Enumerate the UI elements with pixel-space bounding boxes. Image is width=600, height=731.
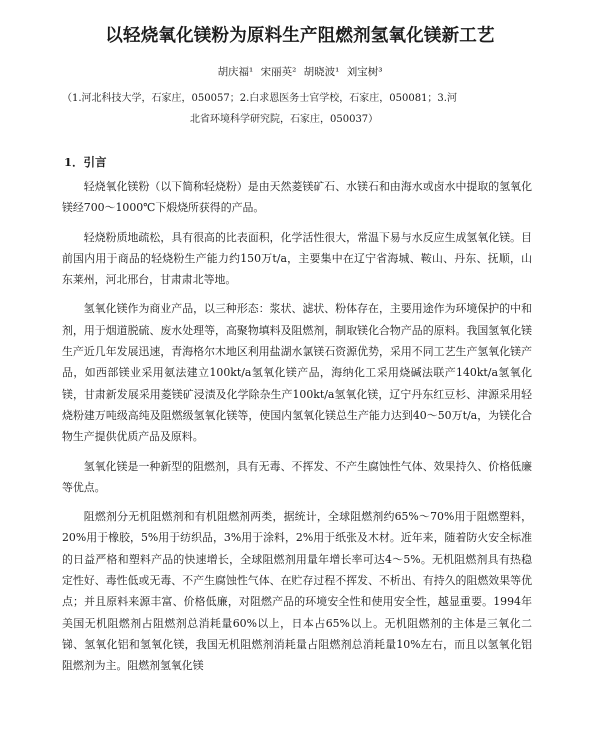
affiliation-line-1: （1.河北科技大学，石家庄，050057；2.白求恩医务士官学校，石家庄，050081；3.河 (62, 93, 457, 104)
paragraph: 阻燃剂分无机阻燃剂和有机阻燃剂两类，据统计，全球阻燃剂约65%～70%用于阻燃塑料，20%用于橡胶，5%用于纺织品，3%用于涂料，2%用于纸张及木材。近年来，随着防火安全标准的日益严格和塑料产品的快速增长，全球阻燃剂用量年增长率可达4～5%。无机阻燃剂具有热稳定性好、毒性低或无毒、不产生腐蚀性气体、在贮存过程不挥发、不析出、有持久的阻燃效果等优点；并且原料来源丰富、价格低廉，对阻燃产品的环境安全性和使用安全性，越显重要。1994年美国无机阻燃剂占阻燃剂总消耗量60%以上，日本占65%以上。无机阻燃剂的主体是三氧化二锑、氢氧化铝和氢氧化镁，我国无机阻燃剂消耗量占阻燃剂总消耗量10%左右，而且以氢氧化铝阻燃剂为主。阻燃剂氢氧化镁 (62, 510, 532, 673)
body-text (62, 176, 532, 685)
paragraph: 氢氧化镁是一种新型的阻燃剂，具有无毒、不挥发、不产生腐蚀性气体、效果持久、价格低廉等优点。 (62, 459, 532, 494)
affiliations (62, 88, 562, 130)
paragraph: 轻烧粉质地疏松，具有很高的比表面积，化学活性很大，常温下易与水反应生成氢氧化镁。目前国内用于商品的轻烧粉生产能力约150万t/a，主要集中在辽宁省海城、鞍山、丹东、抚顺，山东莱州，河北邢台，甘肃肃北等地。 (62, 230, 532, 287)
paragraph: 轻烧氧化镁粉（以下简称轻烧粉）是由天然菱镁矿石、水镁石和由海水或卤水中提取的氢氧化镁经700～1000℃下煅烧所获得的产品。 (62, 180, 532, 215)
paper-title: 以轻烧氧化镁粉为原料生产阻燃剂氢氧化镁新工艺 (105, 26, 495, 46)
author-list: 胡庆福¹ 宋丽英² 胡晓波¹ 刘宝树³ (217, 66, 383, 78)
paragraph: 氢氧化镁作为商业产品，以三种形态：浆状、滤状、粉体存在，主要用途作为环境保护的中和剂，用于烟道脱硫、废水处理等，高聚物填料及阻燃剂，制取镁化合物产品的原料。我国氢氧化镁生产近几年发展迅速，青海格尔木地区利用盐湖水氯镁石资源优势，采用不同工艺生产氢氧化镁产品，如西部镁业采用氨法建立100kt/a氢氧化镁产品，海纳化工采用烧碱法联产140kt/a氢氧化镁，甘肃新发展采用菱镁矿浸渍及化学除杂生产100kt/a氢氧化镁，辽宁丹东红豆杉、津源采用轻烧粉建万吨级高纯及阻燃级氢氧化镁等，使国内氢氧化镁总生产能力达到40～50万t/a，为镁化合物生产提供优质产品及原料。 (62, 302, 532, 444)
affiliation-line-2: 北省环境科学研究院，石家庄，050037） (190, 114, 379, 125)
section-heading: 1．引言 (64, 155, 107, 169)
